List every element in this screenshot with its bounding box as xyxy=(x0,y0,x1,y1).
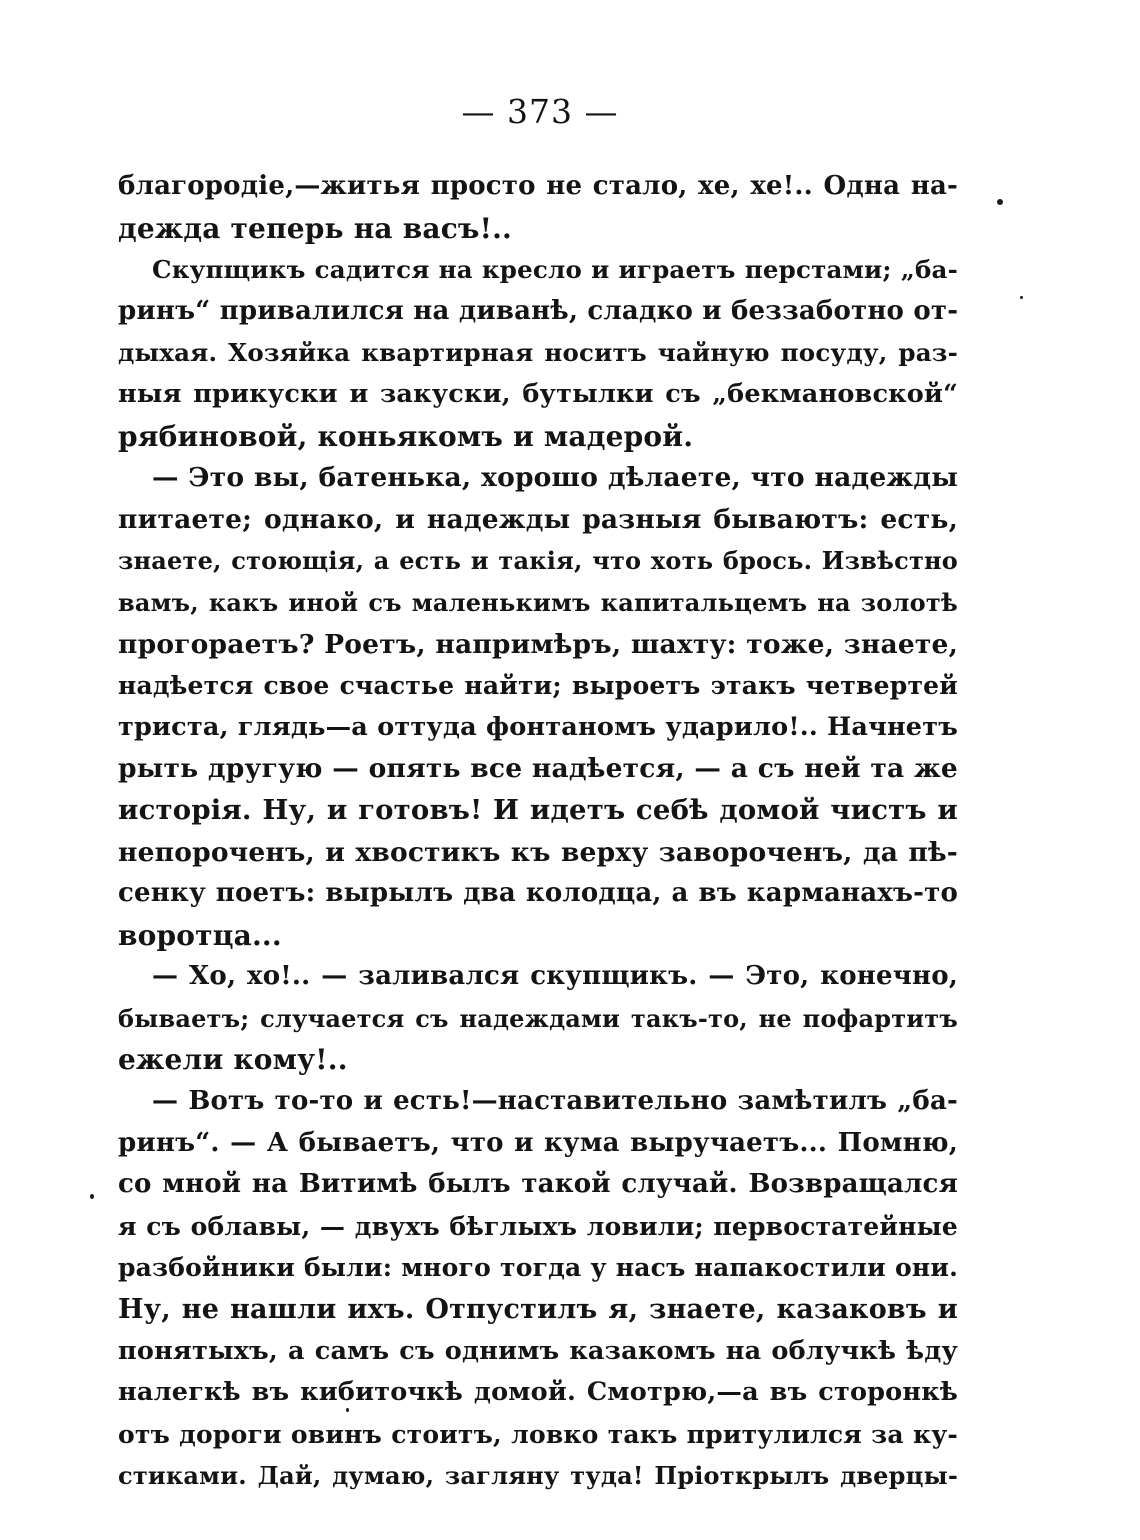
text-line: Ну, не нашли ихъ. Отпустилъ я, знаете, казаковъ и xyxy=(118,1294,958,1326)
text-line: дыхая. Хозяйка квартирная носитъ чайную посуду, раз- xyxy=(118,338,958,368)
text-line: стиками. Дай, думаю, загляну туда! Пріоткрылъ дверцы- xyxy=(118,1461,958,1491)
body-text xyxy=(118,166,958,1497)
text-line: ныя прикуски и закуски, бутылки съ „бекмановской“ xyxy=(118,378,958,409)
text-line: вамъ, какъ иной съ маленькимъ капитальцемъ на золотѣ xyxy=(118,587,958,617)
text-line: — Хо, хо!.. — заливался скупщикъ. — Это, конечно, xyxy=(152,961,958,992)
text-line: исторія. Ну, и готовъ! И идетъ себѣ домой чистъ и xyxy=(118,793,958,826)
text-line: воротца... xyxy=(118,918,282,952)
text-line: знаете, стоющія, а есть и такія, что хоть брось. Извѣстно xyxy=(118,546,958,576)
text-line: со мной на Витимѣ былъ такой случай. Возвращался xyxy=(118,1169,958,1200)
print-speck xyxy=(346,1408,349,1412)
text-line: прогораетъ? Роетъ, напримѣръ, шахту: тоже, знаете, xyxy=(118,628,958,660)
text-line: дежда теперь на васъ!.. xyxy=(118,211,513,245)
text-line: рыть другую — опять все надѣется, — а съ ней та же xyxy=(118,753,958,785)
text-line: ежели кому!.. xyxy=(118,1043,348,1077)
text-line: ринъ“ привалился на диванѣ, сладко и беззаботно от- xyxy=(118,295,959,326)
print-speck xyxy=(1020,296,1023,299)
text-line: отъ дороги овинъ стоитъ, ловко такъ притулился за ку- xyxy=(118,1419,958,1449)
text-line: понятыхъ, а самъ съ однимъ казакомъ на облучкѣ ѣду xyxy=(118,1335,958,1366)
text-line: я съ облавы, — двухъ бѣглыхъ ловили; первостатейные xyxy=(118,1211,958,1241)
print-speck xyxy=(997,199,1003,205)
text-line: бываетъ; случается съ надеждами такъ-то, не пофартитъ xyxy=(118,1003,958,1033)
text-line: питаете; однако, и надежды разныя бываютъ: есть, xyxy=(118,503,958,535)
text-line: надѣется свое счастье найти; выроетъ этакъ четвертей xyxy=(118,671,958,701)
text-line: благородіе,—житья просто не стало, хе, хе!.. Одна на- xyxy=(118,171,958,201)
print-speck xyxy=(90,1194,94,1199)
text-line: — Вотъ то-то и есть!—наставительно замѣтилъ „ба- xyxy=(152,1086,958,1117)
text-line: рябиновой, коньякомъ и мадерой. xyxy=(118,419,694,453)
text-line: ринъ“. — А бываетъ, что и кума выручаетъ... Помню, xyxy=(118,1127,958,1158)
text-line: сенку поетъ: вырылъ два колодца, а въ карманахъ-то xyxy=(118,878,958,909)
page-number: — 373 — xyxy=(461,92,619,131)
text-line: триста, глядь—а оттуда фонтаномъ ударило!.. Начнетъ xyxy=(118,711,958,742)
text-line: разбойники были: много тогда у насъ напакостили они. xyxy=(118,1253,958,1283)
text-line: Скупщикъ садится на кресло и играетъ перстами; „ба- xyxy=(152,255,958,285)
text-line: непороченъ, и хвостикъ къ верху завороченъ, да пѣ- xyxy=(118,836,958,868)
text-line: — Это вы, батенька, хорошо дѣлаете, что надежды xyxy=(152,462,958,494)
text-line: налегкѣ въ кибиточкѣ домой. Смотрю,—а въ сторонкѣ xyxy=(118,1377,958,1408)
